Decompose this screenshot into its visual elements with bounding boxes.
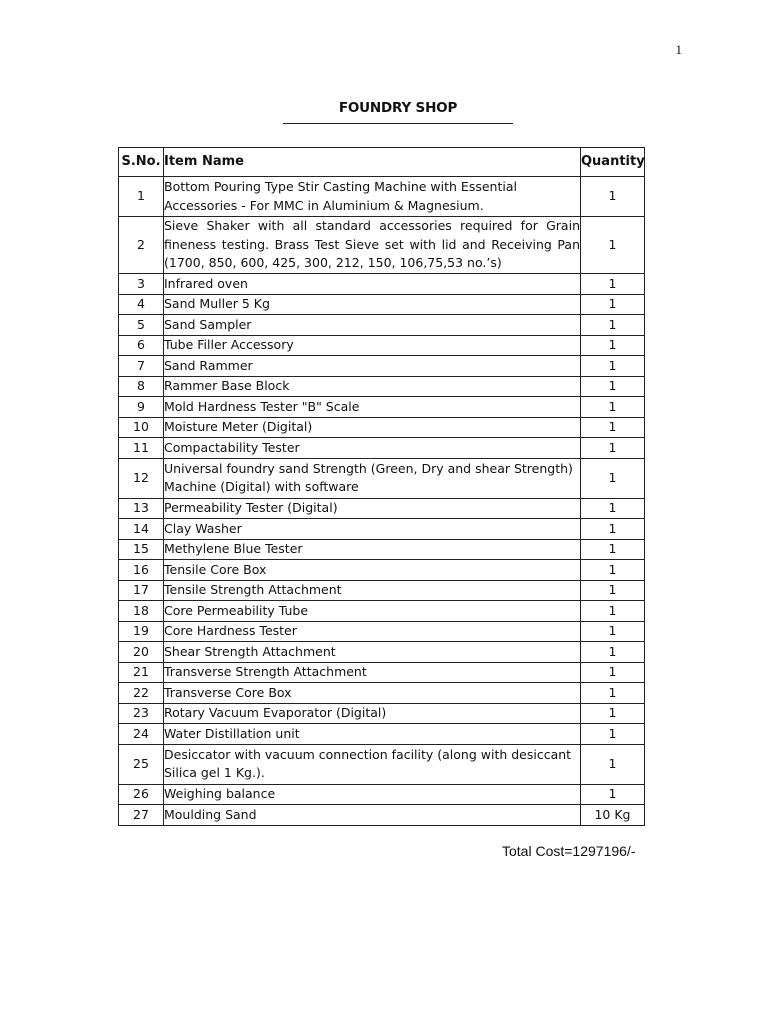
table-row <box>119 438 645 459</box>
cell-quantity: 1 <box>581 315 645 336</box>
cell-sno: 8 <box>119 376 164 397</box>
cell-quantity: 1 <box>581 177 645 217</box>
cell-item-name: Permeability Tester (Digital) <box>164 498 581 519</box>
cell-item-name: Sieve Shaker with all standard accessories required for Grain fineness testing. Brass Test Sieve set with lid and Receiving Pan (1700, 850, 600, 425, 300, 212, 150, 106,75,53 no.’s) <box>164 217 581 274</box>
cell-item-name: Universal foundry sand Strength (Green, Dry and shear Strength) Machine (Digital) with software <box>164 458 581 498</box>
table-row <box>119 662 645 683</box>
cell-sno: 26 <box>119 784 164 805</box>
cell-sno: 7 <box>119 356 164 377</box>
cell-item-name: Clay Washer <box>164 519 581 540</box>
table-row <box>119 498 645 519</box>
cell-sno: 20 <box>119 642 164 663</box>
total-cost: Total Cost=1297196/- <box>502 843 636 859</box>
cell-sno: 3 <box>119 274 164 295</box>
cell-sno: 6 <box>119 335 164 356</box>
table-row <box>119 539 645 560</box>
cell-quantity: 1 <box>581 621 645 642</box>
cell-quantity: 1 <box>581 376 645 397</box>
cell-sno: 12 <box>119 458 164 498</box>
page-number: 1 <box>675 42 682 57</box>
table-row <box>119 744 645 784</box>
table-row <box>119 560 645 581</box>
cell-item-name: Tensile Core Box <box>164 560 581 581</box>
cell-sno: 16 <box>119 560 164 581</box>
cell-quantity: 1 <box>581 458 645 498</box>
cell-sno: 11 <box>119 438 164 459</box>
cell-quantity: 1 <box>581 274 645 295</box>
cell-quantity: 10 Kg <box>581 805 645 826</box>
table-row <box>119 356 645 377</box>
cell-sno: 13 <box>119 498 164 519</box>
cell-sno: 1 <box>119 177 164 217</box>
table-row <box>119 217 645 274</box>
table-row <box>119 683 645 704</box>
table-row <box>119 177 645 217</box>
cell-sno: 23 <box>119 703 164 724</box>
cell-sno: 19 <box>119 621 164 642</box>
table-row <box>119 294 645 315</box>
cell-item-name: Compactability Tester <box>164 438 581 459</box>
cell-item-name: Moisture Meter (Digital) <box>164 417 581 438</box>
cell-quantity: 1 <box>581 601 645 622</box>
cell-item-name: Rotary Vacuum Evaporator (Digital) <box>164 703 581 724</box>
page-title: FOUNDRY SHOP <box>338 100 458 116</box>
table-row <box>119 376 645 397</box>
cell-quantity: 1 <box>581 539 645 560</box>
cell-quantity: 1 <box>581 356 645 377</box>
header-quantity: Quantity <box>581 148 645 177</box>
table-row <box>119 601 645 622</box>
table-row <box>119 315 645 336</box>
cell-quantity: 1 <box>581 662 645 683</box>
title-underline <box>283 123 513 124</box>
cell-item-name: Methylene Blue Tester <box>164 539 581 560</box>
cell-quantity: 1 <box>581 335 645 356</box>
cell-sno: 21 <box>119 662 164 683</box>
cell-sno: 9 <box>119 397 164 418</box>
cell-sno: 15 <box>119 539 164 560</box>
cell-item-name: Weighing balance <box>164 784 581 805</box>
cell-quantity: 1 <box>581 744 645 784</box>
cell-item-name: Moulding Sand <box>164 805 581 826</box>
cell-item-name: Core Hardness Tester <box>164 621 581 642</box>
table-row <box>119 519 645 540</box>
cell-item-name: Core Permeability Tube <box>164 601 581 622</box>
cell-item-name: Transverse Core Box <box>164 683 581 704</box>
cell-quantity: 1 <box>581 294 645 315</box>
table-row <box>119 805 645 826</box>
cell-sno: 4 <box>119 294 164 315</box>
cell-item-name: Sand Sampler <box>164 315 581 336</box>
header-sno: S.No. <box>119 148 164 177</box>
table-row <box>119 458 645 498</box>
cell-sno: 17 <box>119 580 164 601</box>
cell-sno: 10 <box>119 417 164 438</box>
cell-quantity: 1 <box>581 560 645 581</box>
table-row <box>119 580 645 601</box>
table-row <box>119 703 645 724</box>
table-row <box>119 274 645 295</box>
cell-item-name: Shear Strength Attachment <box>164 642 581 663</box>
cell-item-name: Desiccator with vacuum connection facility (along with desiccant Silica gel 1 Kg.). <box>164 744 581 784</box>
cell-item-name: Sand Rammer <box>164 356 581 377</box>
items-table <box>118 147 645 826</box>
header-item-name: Item Name <box>164 148 581 177</box>
cell-quantity: 1 <box>581 417 645 438</box>
table-row <box>119 621 645 642</box>
cell-quantity: 1 <box>581 683 645 704</box>
table-row <box>119 335 645 356</box>
cell-quantity: 1 <box>581 580 645 601</box>
cell-quantity: 1 <box>581 519 645 540</box>
cell-item-name: Tensile Strength Attachment <box>164 580 581 601</box>
table-header-row <box>119 148 645 177</box>
cell-sno: 14 <box>119 519 164 540</box>
cell-quantity: 1 <box>581 703 645 724</box>
table-row <box>119 397 645 418</box>
table-row <box>119 784 645 805</box>
cell-sno: 2 <box>119 217 164 274</box>
cell-sno: 18 <box>119 601 164 622</box>
cell-item-name: Mold Hardness Tester "B" Scale <box>164 397 581 418</box>
table-row <box>119 642 645 663</box>
cell-quantity: 1 <box>581 724 645 745</box>
cell-item-name: Infrared oven <box>164 274 581 295</box>
cell-sno: 24 <box>119 724 164 745</box>
table-row <box>119 417 645 438</box>
cell-sno: 25 <box>119 744 164 784</box>
cell-quantity: 1 <box>581 217 645 274</box>
cell-quantity: 1 <box>581 498 645 519</box>
cell-item-name: Water Distillation unit <box>164 724 581 745</box>
cell-item-name: Sand Muller 5 Kg <box>164 294 581 315</box>
cell-quantity: 1 <box>581 784 645 805</box>
cell-sno: 5 <box>119 315 164 336</box>
cell-item-name: Bottom Pouring Type Stir Casting Machine with Essential Accessories - For MMC in Aluminium & Magnesium. <box>164 177 581 217</box>
cell-quantity: 1 <box>581 397 645 418</box>
cell-item-name: Tube Filler Accessory <box>164 335 581 356</box>
table-row <box>119 724 645 745</box>
cell-item-name: Transverse Strength Attachment <box>164 662 581 683</box>
cell-sno: 22 <box>119 683 164 704</box>
cell-quantity: 1 <box>581 438 645 459</box>
cell-item-name: Rammer Base Block <box>164 376 581 397</box>
cell-sno: 27 <box>119 805 164 826</box>
cell-quantity: 1 <box>581 642 645 663</box>
